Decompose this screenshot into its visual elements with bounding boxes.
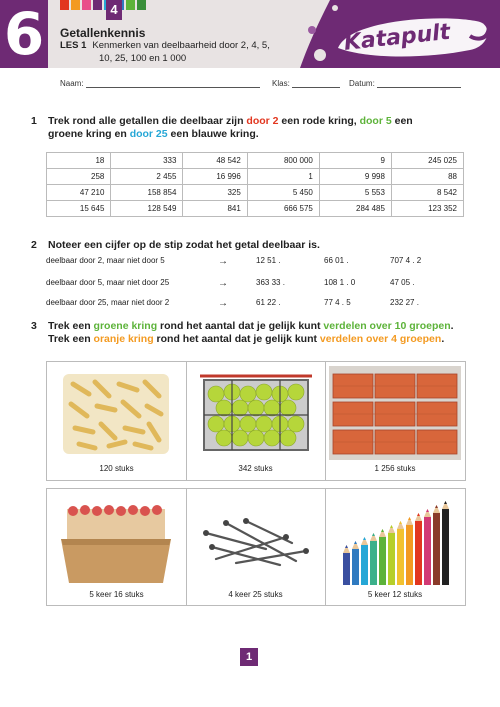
q3-l1a: Trek een bbox=[48, 320, 94, 332]
class-line bbox=[272, 78, 340, 88]
cell-tennis-balls[interactable] bbox=[186, 362, 326, 480]
table-row bbox=[47, 153, 464, 169]
q3-l2c: rond het aantal dat je gelijk kunt bbox=[153, 333, 320, 345]
q3-text bbox=[48, 320, 478, 346]
pencil-lead bbox=[435, 505, 438, 508]
strip-swatch bbox=[137, 0, 146, 10]
number-cell[interactable]: 47 210 bbox=[47, 185, 111, 201]
table-row bbox=[47, 169, 464, 185]
q2-label: deelbaar door 5, maar niet door 25 bbox=[46, 278, 170, 287]
q3-l1e: . bbox=[450, 320, 454, 332]
nails-icon bbox=[196, 503, 316, 583]
q1-t4: door 5 bbox=[359, 115, 392, 127]
q2-label: deelbaar door 2, maar niet door 5 bbox=[46, 256, 165, 265]
strip-swatch bbox=[60, 0, 69, 10]
date-field[interactable] bbox=[377, 78, 461, 88]
pencil-body bbox=[415, 521, 422, 585]
q3-l2a: Trek een bbox=[48, 333, 94, 345]
pencil-lead bbox=[417, 513, 420, 516]
pencil-lead bbox=[408, 517, 411, 520]
cell-pasta[interactable] bbox=[47, 362, 187, 480]
strip-swatch bbox=[126, 0, 135, 10]
caption: 342 stuks bbox=[238, 464, 273, 473]
number-cell[interactable]: 666 575 bbox=[247, 201, 319, 217]
number-cell[interactable]: 1 bbox=[247, 169, 319, 185]
pencil-lead bbox=[345, 545, 348, 548]
pencil-body bbox=[433, 513, 440, 585]
q2-answer-a[interactable]: 61 22 . bbox=[256, 298, 281, 307]
pencil-body bbox=[352, 549, 359, 585]
q2-answer-c[interactable]: 707 4 . 2 bbox=[390, 256, 422, 265]
pencil-body bbox=[343, 553, 350, 585]
q2-number: 2 bbox=[31, 239, 37, 251]
cell-pencils-box[interactable] bbox=[47, 489, 187, 605]
colored-pencils-icon bbox=[339, 493, 451, 587]
number-cell[interactable]: 325 bbox=[183, 185, 247, 201]
arrow-icon: → bbox=[218, 278, 228, 289]
q2-answer-b[interactable]: 77 4 . 5 bbox=[324, 298, 351, 307]
katapult-logo bbox=[330, 10, 495, 60]
block-number: 4 bbox=[106, 0, 122, 20]
pencil-lead bbox=[390, 525, 393, 528]
number-cell[interactable]: 9 998 bbox=[319, 169, 391, 185]
lesson-title: Kenmerken van deelbaarheid door 2, 4, 5, bbox=[92, 40, 270, 51]
q3-l1d: verdelen over 10 groepen bbox=[323, 320, 451, 332]
caption: 120 stuks bbox=[99, 464, 134, 473]
svg-text:Katapult: Katapult bbox=[342, 19, 452, 56]
page-title: Getallenkennis bbox=[60, 26, 146, 40]
q3-l1c: rond het aantal dat je gelijk kunt bbox=[157, 320, 324, 332]
image-grid-row-1 bbox=[46, 361, 466, 481]
number-cell[interactable]: 158 854 bbox=[111, 185, 183, 201]
q2-answer-a[interactable]: 12 51 . bbox=[256, 256, 281, 265]
pencil-body bbox=[442, 509, 449, 585]
arrow-icon: → bbox=[218, 256, 228, 267]
class-field[interactable] bbox=[292, 78, 340, 88]
date-label: Datum: bbox=[349, 79, 375, 88]
number-cell[interactable]: 123 352 bbox=[391, 201, 463, 217]
pencil-body bbox=[406, 525, 413, 585]
table-row bbox=[47, 201, 464, 217]
number-cell[interactable]: 5 450 bbox=[247, 185, 319, 201]
lesson-line bbox=[60, 40, 270, 51]
q1-t7: door 25 bbox=[129, 128, 168, 140]
cell-bricks[interactable] bbox=[325, 362, 465, 480]
pencil-body bbox=[361, 545, 368, 585]
color-strip bbox=[60, 0, 148, 10]
cell-colored-pencils[interactable] bbox=[325, 489, 465, 605]
q1-t2: door 2 bbox=[246, 115, 279, 127]
table-row bbox=[47, 185, 464, 201]
q2-answer-a[interactable]: 363 33 . bbox=[256, 278, 285, 287]
tennis-balls-cart-icon bbox=[196, 370, 316, 458]
number-cell[interactable]: 88 bbox=[391, 169, 463, 185]
q1-t6: groene kring en bbox=[48, 128, 130, 140]
caption: 4 keer 25 stuks bbox=[228, 590, 283, 599]
q3-l2b: oranje kring bbox=[93, 333, 154, 345]
strip-swatch bbox=[93, 0, 102, 10]
pencil-lead bbox=[426, 509, 429, 512]
q2-answer-b[interactable]: 108 1 . 0 bbox=[324, 278, 356, 287]
number-cell[interactable]: 800 000 bbox=[247, 153, 319, 169]
q1-number-table bbox=[46, 152, 464, 217]
number-cell[interactable]: 245 025 bbox=[391, 153, 463, 169]
pencil-body bbox=[370, 541, 377, 585]
pencil-body bbox=[379, 537, 386, 585]
q1-t5: een bbox=[391, 115, 413, 127]
number-cell[interactable]: 284 485 bbox=[319, 201, 391, 217]
number-cell[interactable]: 9 bbox=[319, 153, 391, 169]
date-line bbox=[349, 78, 461, 88]
number-cell[interactable]: 258 bbox=[47, 169, 111, 185]
number-cell[interactable]: 8 542 bbox=[391, 185, 463, 201]
pencil-body bbox=[388, 533, 395, 585]
number-cell[interactable]: 333 bbox=[111, 153, 183, 169]
pencil-lead bbox=[354, 541, 357, 544]
pencil-lead bbox=[444, 501, 447, 504]
name-label: Naam: bbox=[60, 79, 84, 88]
lesson-label: LES 1 bbox=[60, 40, 87, 51]
name-line bbox=[60, 78, 260, 88]
number-cell[interactable]: 2 455 bbox=[111, 169, 183, 185]
arrow-icon: → bbox=[218, 298, 228, 309]
q3-number: 3 bbox=[31, 320, 37, 332]
q2-answer-c[interactable]: 47 05 . bbox=[390, 278, 415, 287]
q2-answer-c[interactable]: 232 27 . bbox=[390, 298, 419, 307]
q1-number: 1 bbox=[31, 115, 37, 127]
pencil-lead bbox=[372, 533, 375, 536]
class-label: Klas: bbox=[272, 79, 290, 88]
pencil-box-icon bbox=[59, 499, 173, 585]
q2-row bbox=[46, 278, 466, 290]
q2-row bbox=[46, 256, 466, 268]
q3-l2d: verdelen over 4 groepen bbox=[319, 333, 442, 345]
q2-row bbox=[46, 298, 466, 310]
pencil-lead bbox=[363, 537, 366, 540]
image-grid-row-2 bbox=[46, 488, 466, 606]
number-cell[interactable]: 841 bbox=[183, 201, 247, 217]
caption: 5 keer 12 stuks bbox=[367, 590, 423, 599]
pencil-body bbox=[424, 517, 431, 585]
strip-swatch bbox=[82, 0, 91, 10]
q2-label: deelbaar door 25, maar niet door 2 bbox=[46, 298, 170, 307]
lesson-title-2: 10, 25, 100 en 1 000 bbox=[99, 53, 187, 64]
pencil-body bbox=[397, 529, 404, 585]
pasta-bag-icon bbox=[59, 370, 173, 458]
q1-t8: een blauwe kring. bbox=[167, 128, 259, 140]
q1-text bbox=[48, 115, 468, 141]
number-cell[interactable]: 16 996 bbox=[183, 169, 247, 185]
number-cell[interactable]: 48 542 bbox=[183, 153, 247, 169]
number-cell[interactable]: 18 bbox=[47, 153, 111, 169]
grade-number: 6 bbox=[0, 0, 48, 68]
name-field[interactable] bbox=[86, 78, 260, 88]
q1-t3: een rode kring, bbox=[278, 115, 360, 127]
q1-t1: Trek rond alle getallen die deelbaar zijn bbox=[48, 115, 247, 127]
header-banner bbox=[0, 0, 500, 68]
page-number: 1 bbox=[240, 648, 258, 666]
number-cell[interactable]: 15 645 bbox=[47, 201, 111, 217]
pencil-lead bbox=[381, 529, 384, 532]
caption: 1 256 stuks bbox=[374, 464, 416, 473]
pencil-lead bbox=[399, 521, 402, 524]
caption: 5 keer 16 stuks bbox=[89, 590, 144, 599]
bricks-pallet-icon bbox=[329, 366, 461, 460]
q3-l1b: groene kring bbox=[93, 320, 158, 332]
q2-title: Noteer een cijfer op de stip zodat het getal deelbaar is. bbox=[48, 239, 320, 251]
cell-nails[interactable] bbox=[186, 489, 326, 605]
q2-answer-b[interactable]: 66 01 . bbox=[324, 256, 349, 265]
strip-swatch bbox=[71, 0, 80, 10]
number-cell[interactable]: 128 549 bbox=[111, 201, 183, 217]
number-cell[interactable]: 5 553 bbox=[319, 185, 391, 201]
q3-l2e: . bbox=[441, 333, 445, 345]
